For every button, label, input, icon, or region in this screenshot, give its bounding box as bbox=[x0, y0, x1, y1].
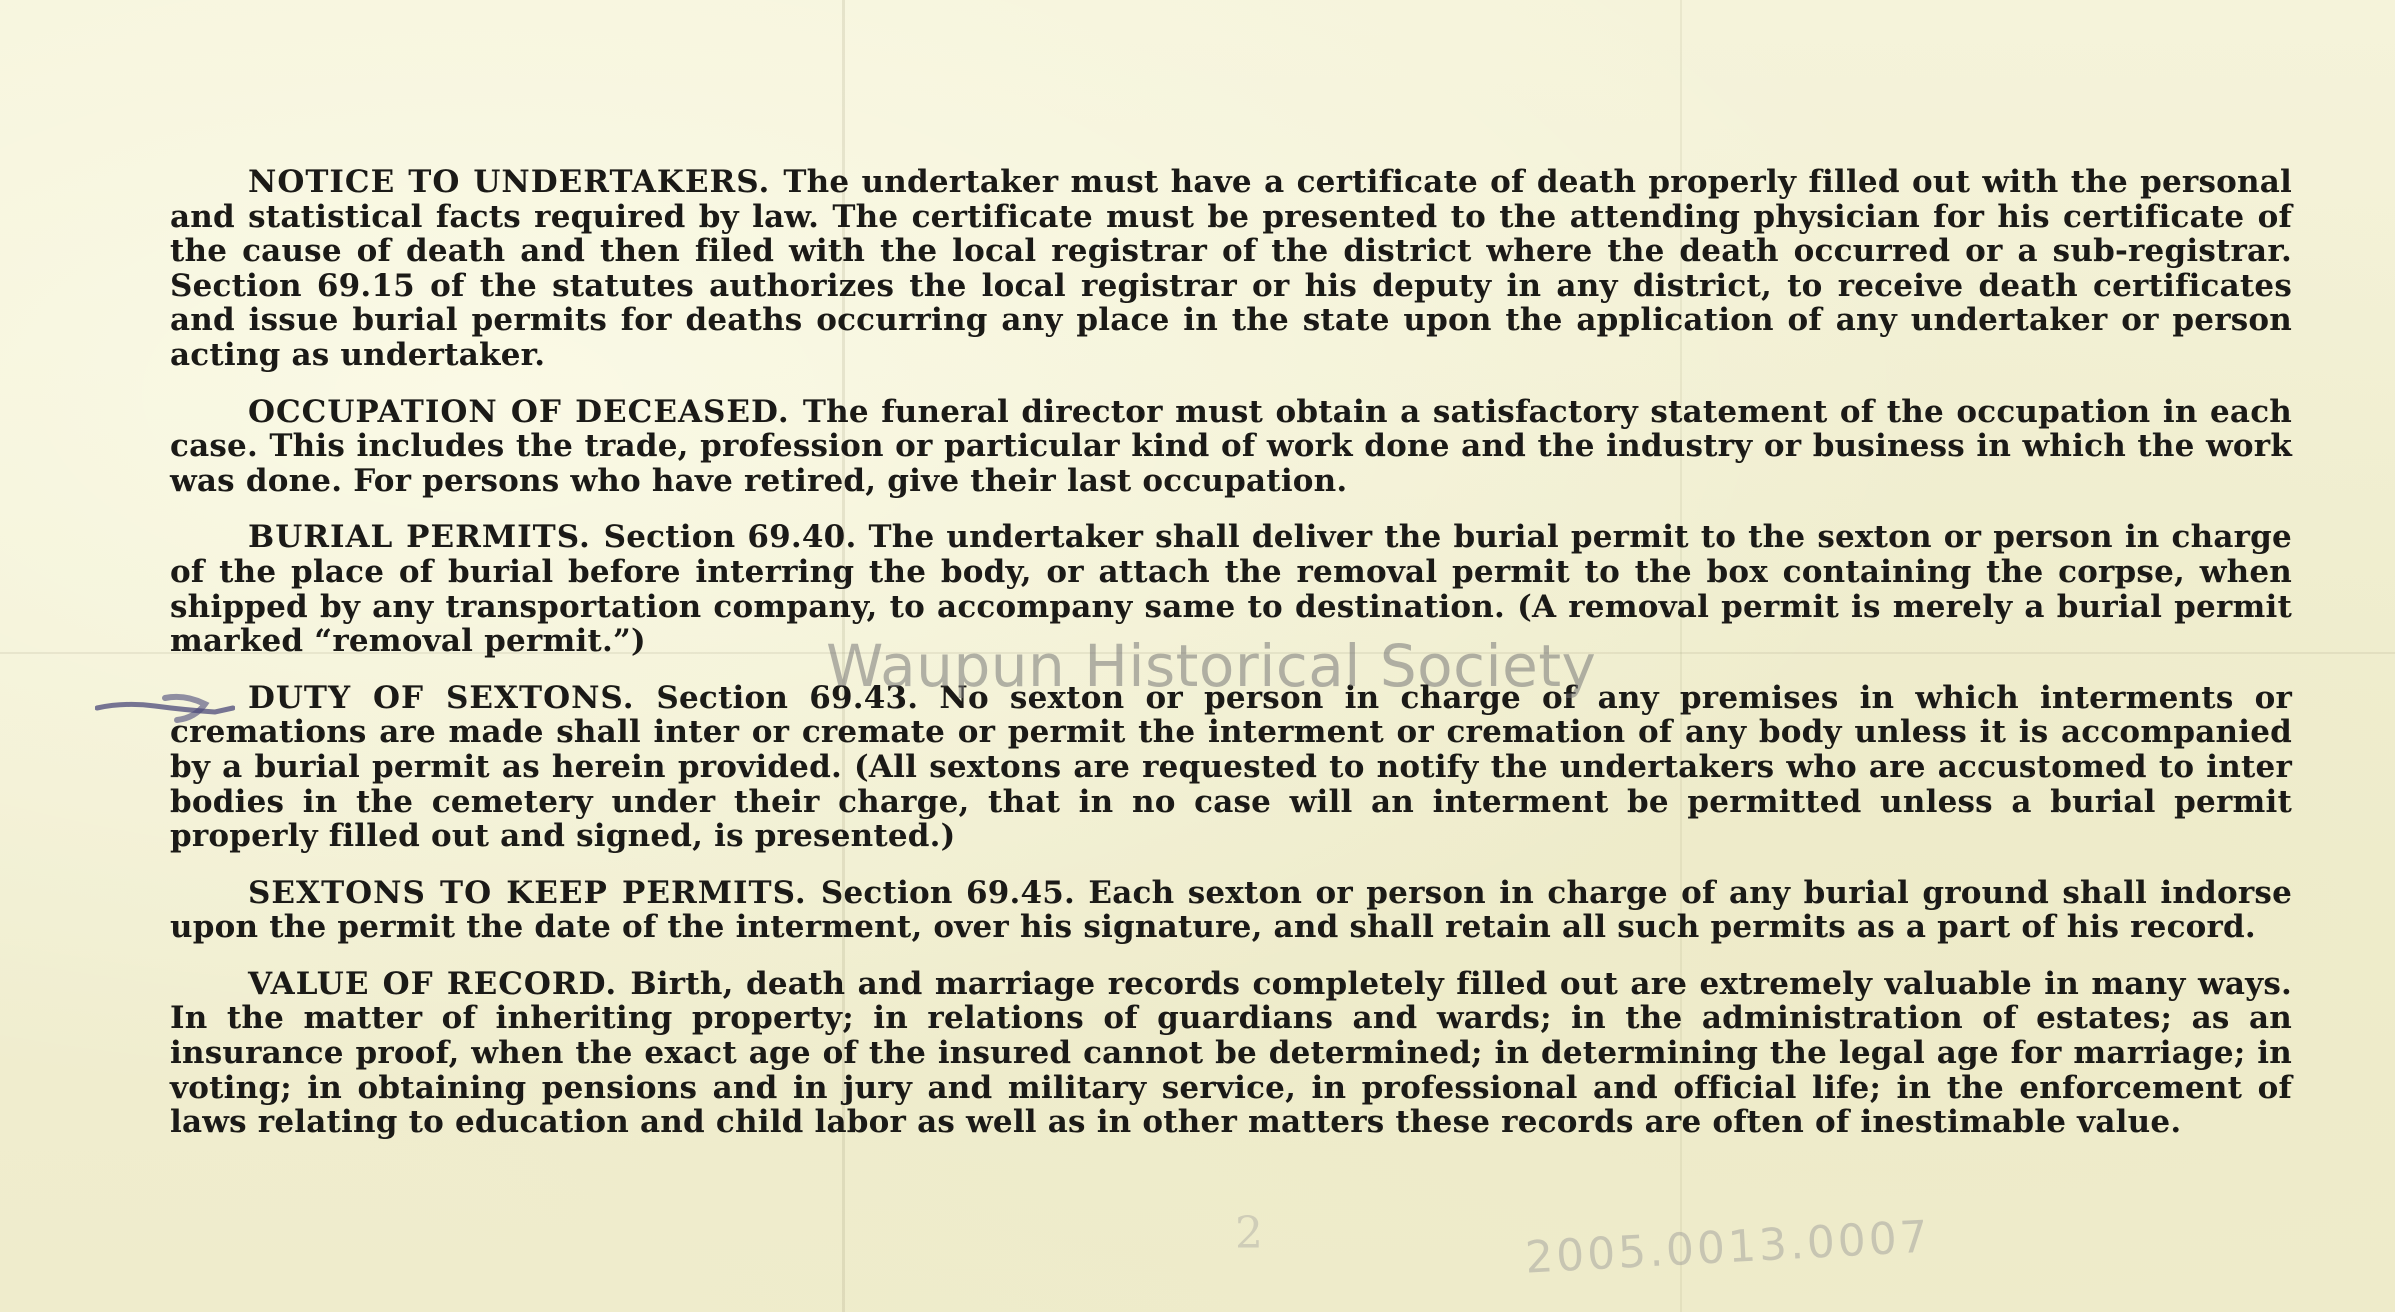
paragraph-body: Section 69.40. The undertaker shall deliver the burial permit to the sexton or person in charge of the place of burial before interring the body, or attach the removal permit to the box containing the corpse, when shipped by any transportation company, to accompany same to destination. (A removal permit is merely a burial permit marked “removal permit.”) bbox=[170, 519, 2292, 660]
paragraph-occupation-of-deceased bbox=[170, 395, 2292, 499]
paragraph-heading: OCCUPATION OF DECEASED. bbox=[248, 393, 803, 430]
paragraph-body: Birth, death and marriage records completely filled out are extremely valuable in many ways. In the matter of inheriting property; in relations of guardians and wards; in the administration of estates; as an insurance proof, when the exact age of the insured cannot be determined; in determining the legal age for marriage; in voting; in obtaining pensions and in jury and military service, in professional and official life; in the enforcement of laws relating to education and child labor as well as in other matters these records are often of inestimable value. bbox=[170, 965, 2292, 1141]
paragraph-heading: SEXTONS TO KEEP PERMITS. bbox=[248, 874, 821, 911]
paragraph-body: The undertaker must have a certificate of death properly filled out with the personal and statistical facts required by law. The certificate must be presented to the attending physician for his certificate of the cause of death and then filed with the local registrar of the district where the death occurred or a sub-registrar. Section 69.15 of the statutes authorizes the local registrar or his deputy in any district, to receive death certificates and issue burial permits for deaths occurring any place in the state upon the application of any undertaker or person acting as undertaker. bbox=[170, 164, 2292, 373]
paragraph-duty-of-sextons bbox=[170, 681, 2292, 854]
paragraph-heading: NOTICE TO UNDERTAKERS. bbox=[248, 164, 784, 200]
paragraph-heading: DUTY OF SEXTONS. bbox=[248, 679, 657, 716]
pencil-mark: 2 bbox=[1235, 1208, 1263, 1259]
paragraph-heading: BURIAL PERMITS. bbox=[248, 519, 604, 556]
paragraph-sextons-to-keep-permits bbox=[170, 876, 2292, 945]
accession-number: 2005.0013.0007 bbox=[1523, 1211, 1932, 1284]
paragraph-notice-to-undertakers bbox=[170, 165, 2292, 373]
paragraph-value-of-record bbox=[170, 967, 2292, 1140]
paragraph-body: Section 69.45. Each sexton or person in charge of any burial ground shall indorse upon the permit the date of the interment, over his signature, and shall retain all such permits as a part of his record. bbox=[170, 874, 2292, 946]
paragraph-body: The funeral director must obtain a satisfactory statement of the occupation in each case. This includes the trade, profession or particular kind of work done and the industry or business in which the work was done. For persons who have retired, give their last occupation. bbox=[170, 393, 2293, 499]
paragraph-heading: VALUE OF RECORD. bbox=[248, 965, 631, 1002]
paragraph-body: Section 69.43. No sexton or person in charge of any premises in which interments or cremations are made shall inter or cremate or permit the interment or cremation of any body unless it is accompanied by a burial permit as herein provided. (All sextons are requested to notify the undertakers who are accustomed to inter bodies in the cemetery under their charge, that in no case will an interment be permitted unless a burial permit properly filled out and signed, is presented.) bbox=[170, 679, 2292, 855]
ink-smudge-mark bbox=[95, 688, 235, 728]
watermark-text: Waupun Historical Society bbox=[826, 632, 1597, 700]
